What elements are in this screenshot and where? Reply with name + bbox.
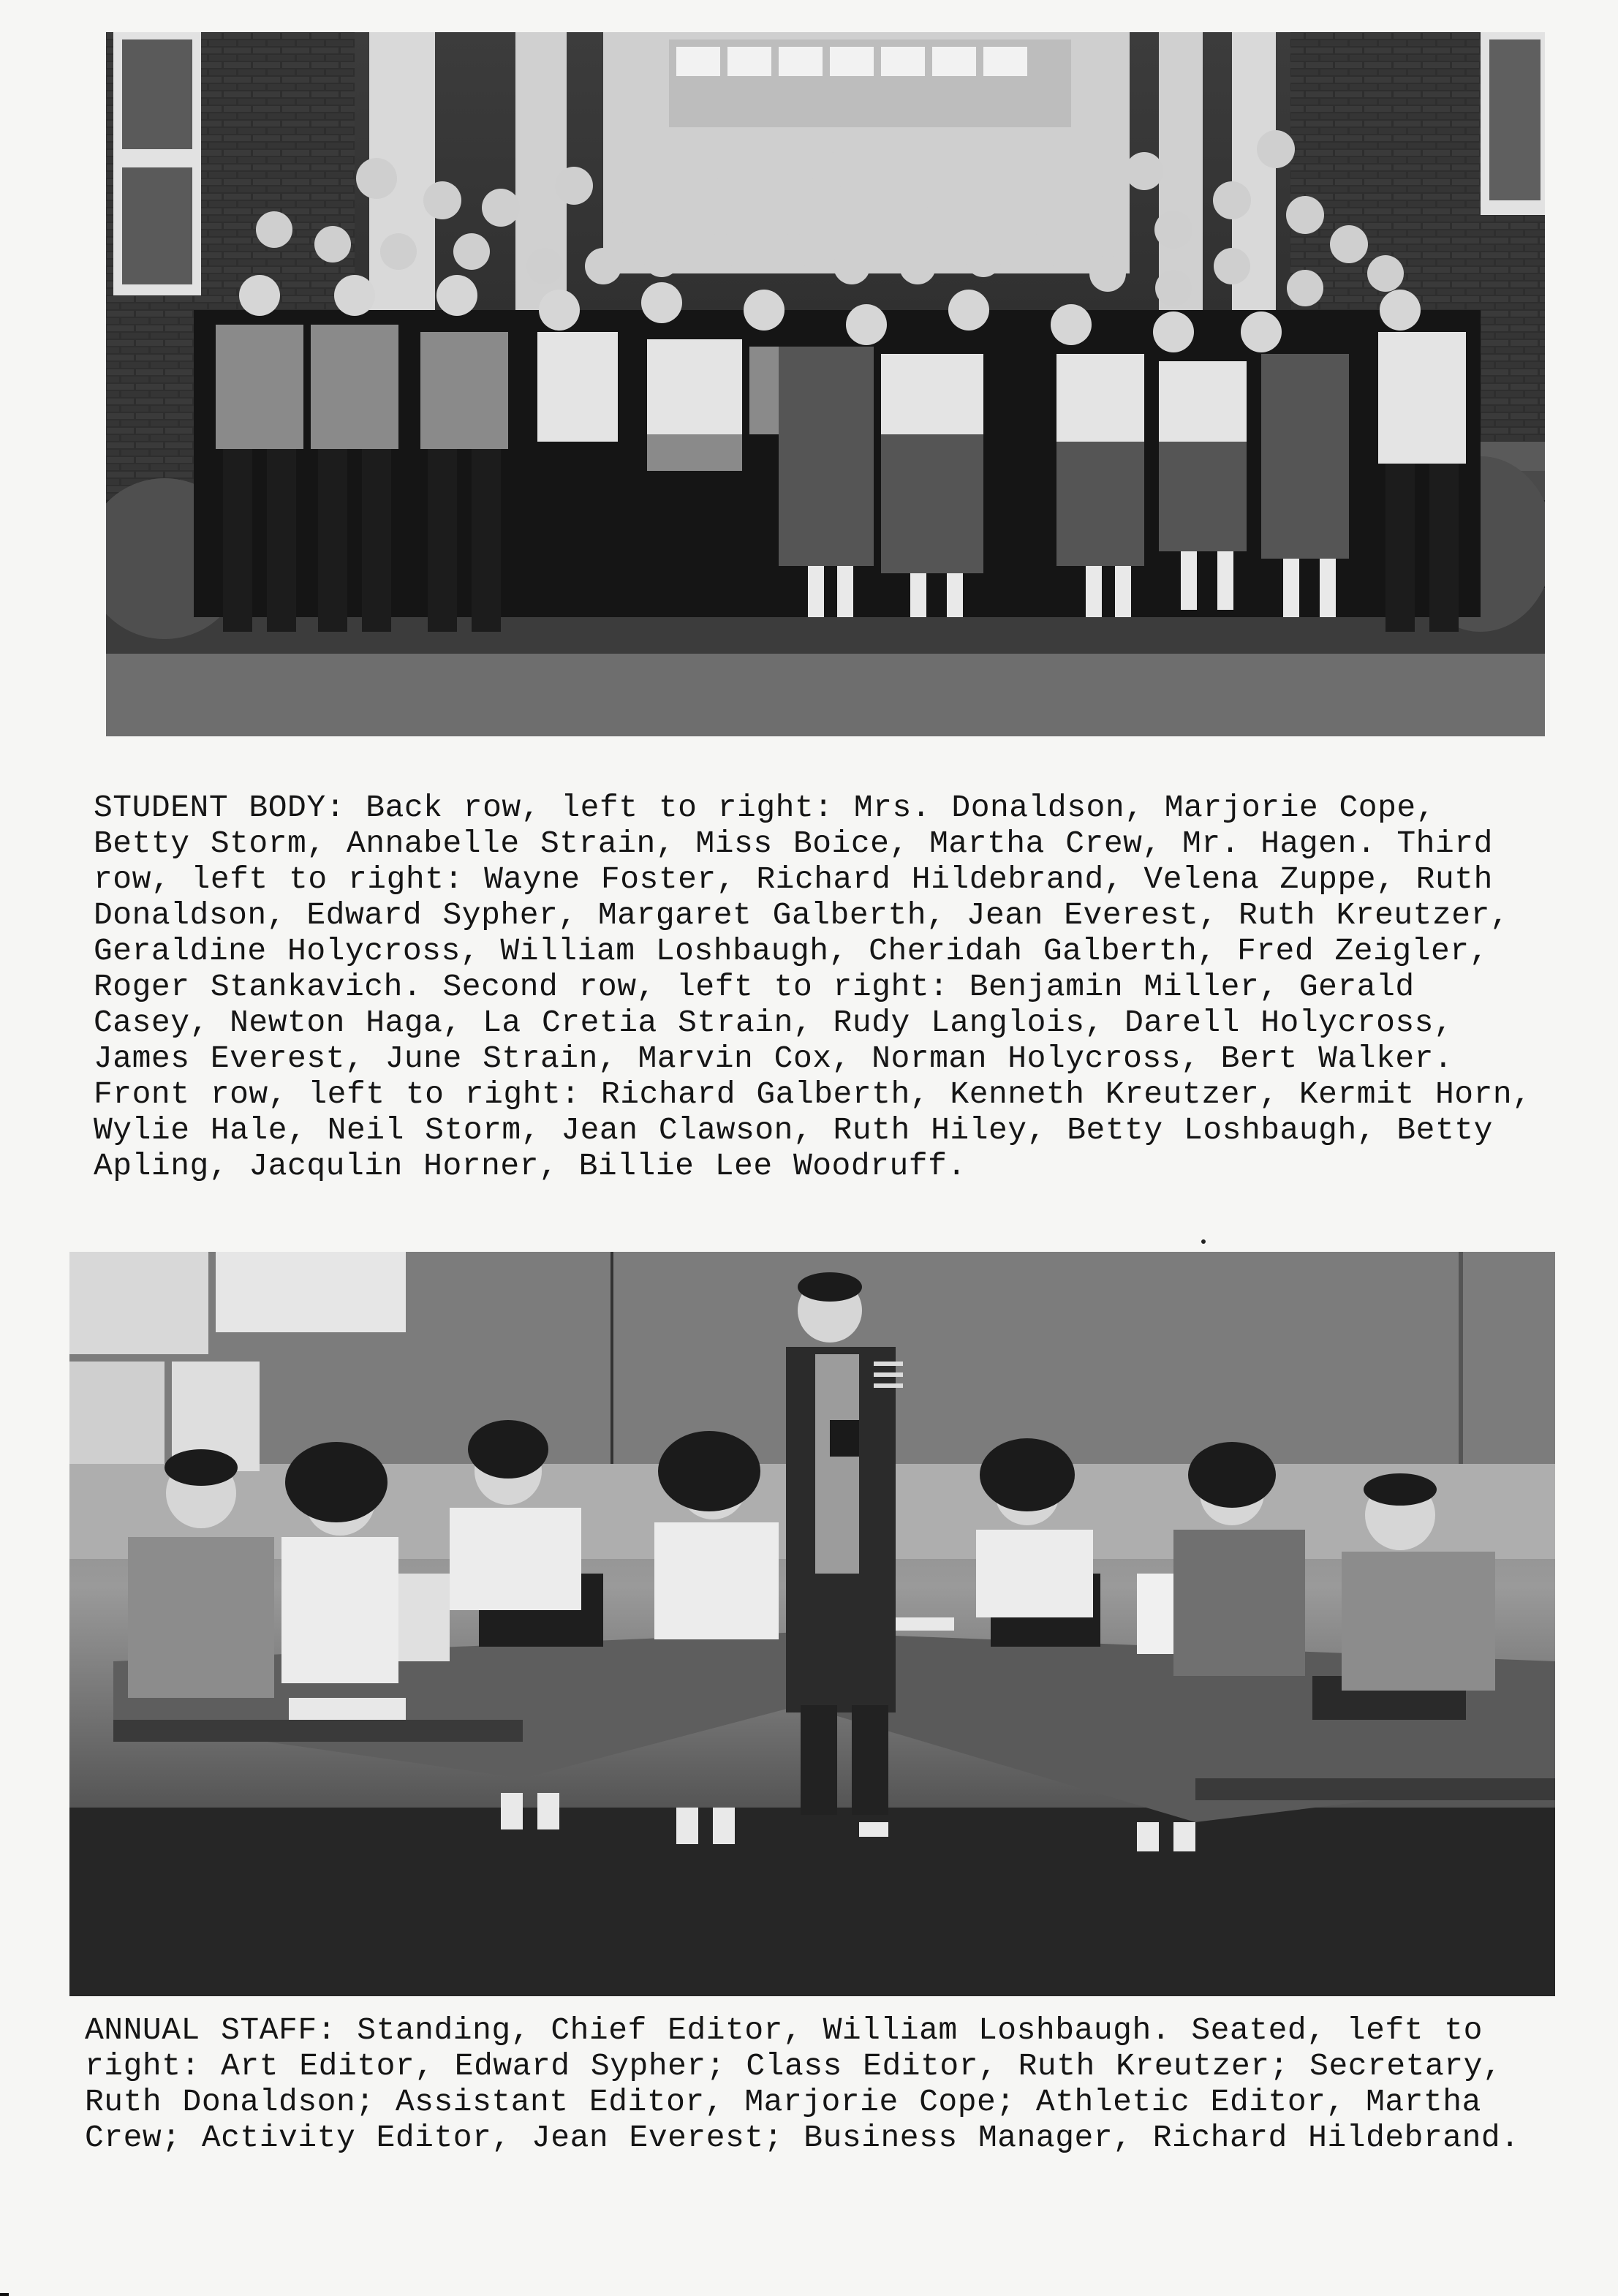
annual-staff-caption-label: ANNUAL STAFF:: [85, 2012, 336, 2048]
annual-staff-caption-text: Standing, Chief Editor, William Loshbaugh. Seated, left to right: Art Editor, Edward Sypher; Class Editor, Ruth Kreutzer; Secretary, Ruth Donaldson; Assistant Editor, Marjorie Cope; Athletic Editor, Martha Crew; Activity Editor, Jean Everest; Business Manager, Richard Hildebrand.: [85, 2012, 1523, 2156]
student-body-caption: [94, 790, 1552, 1184]
annual-staff-photo: [69, 1252, 1555, 1996]
annual-staff-caption: [85, 2012, 1536, 2156]
student-body-caption-text: Back row, left to right: Mrs. Donaldson, Marjorie Cope, Betty Storm, Annabelle Strain, Miss Boice, Martha Crew, Mr. Hagen. Third row, left to right: Wayne Foster, Richard Hildebrand, Velena Zuppe, Ruth Donaldson, Edward Sypher, Margaret Galberth, Jean Everest, Ruth Kreutzer, Geraldine Holycross, William Loshbaugh, Cheridah Galberth, Fred Zeigler, Roger Stankavich. Second row, left to right: Benjamin Miller, Gerald Casey, Newton Haga, La Cretia Strain, Rudy Langlois, Darell Holycross, James Everest, June Strain, Marvin Cox, Norman Holycross, Bert Walker. Front row, left to right: Richard Galberth, Kenneth Kreutzer, Kermit Horn, Wylie Hale, Neil Storm, Jean Clawson, Ruth Hiley, Betty Loshbaugh, Betty Apling, Jacqulin Horner, Billie Lee Woodruff.: [94, 790, 1552, 1184]
stray-ink-dot: [1201, 1239, 1206, 1244]
student-body-caption-label: STUDENT BODY:: [94, 790, 345, 826]
student-body-photo: [106, 32, 1545, 736]
scan-edge-mark: [0, 2293, 9, 2296]
classroom-photo-icon: [69, 1252, 1555, 1996]
group-photo-icon: [106, 32, 1545, 736]
